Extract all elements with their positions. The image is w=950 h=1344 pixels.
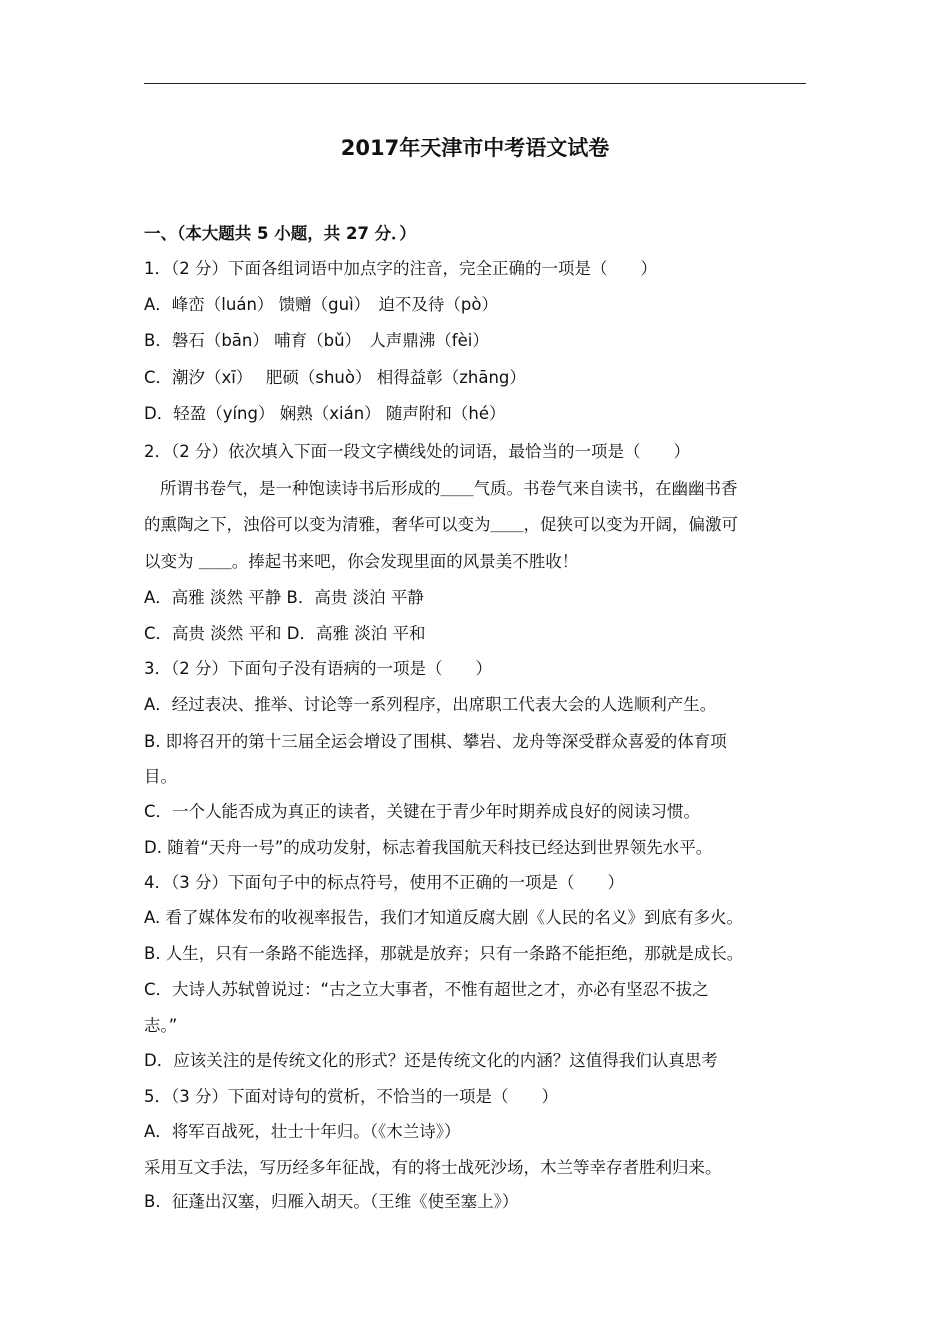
question-2-stem: 2．（2 分）依次填入下面一段文字横线处的词语，最恰当的一项是（ ） bbox=[144, 442, 690, 461]
page-title: 2017年天津市中考语文试卷 bbox=[340, 136, 610, 160]
question-2-passage-line-2: 的熏陶之下，浊俗可以变为清雅，奢华可以变为＿＿，促狭可以变为开阔，偏激可 bbox=[144, 515, 738, 534]
question-3-option-b: B. 即将召开的第十三届全运会增设了围棋、攀岩、龙舟等深受群众喜爱的体育项 bbox=[144, 732, 727, 751]
question-4-option-c-cont: 志。” bbox=[144, 1016, 178, 1035]
question-1-option-c: C．潮汐（xī） 肥硕（shuò） 相得益彰（zhāng） bbox=[144, 368, 526, 387]
question-1-stem: 1．（2 分）下面各组词语中加点字的注音，完全正确的一项是（ ） bbox=[144, 259, 657, 278]
question-5-option-b: B．征蓬出汉塞，归雁入胡天。（王维《使至塞上》） bbox=[144, 1192, 519, 1211]
question-4-option-a: A. 看了媒体发布的收视率报告，我们才知道反腐大剧《人民的名义》到底有多火。 bbox=[144, 908, 743, 927]
question-5-stem: 5．（3 分）下面对诗句的赏析，不恰当的一项是（ ） bbox=[144, 1087, 558, 1106]
question-2-passage-line-3: 以变为 ＿＿。捧起书来吧，你会发现里面的风景美不胜收！ bbox=[144, 552, 579, 571]
question-5-option-a: A．将军百战死，壮士十年归。（《木兰诗》） bbox=[144, 1122, 461, 1141]
question-3-option-b-cont: 目。 bbox=[144, 767, 177, 786]
question-4-stem: 4．（3 分）下面句子中的标点符号，使用不正确的一项是（ ） bbox=[144, 873, 624, 892]
question-1-option-d: D．轻盈（yíng） 娴熟（xián） 随声附和（hé） bbox=[144, 404, 506, 423]
question-3-option-c: C．一个人能否成为真正的读者，关键在于青少年时期养成良好的阅读习惯。 bbox=[144, 802, 701, 821]
header-rule bbox=[144, 83, 806, 84]
question-3-stem: 3．（2 分）下面句子没有语病的一项是（ ） bbox=[144, 659, 492, 678]
question-5-option-a-analysis: 采用互文手法，写历经多年征战，有的将士战死沙场，木兰等幸存者胜利归来。 bbox=[144, 1158, 722, 1177]
question-2-passage-line-1: 所谓书卷气，是一种饱读诗书后形成的＿＿气质。书卷气来自读书，在幽幽书香 bbox=[160, 479, 738, 498]
section-heading: 一、（本大题共 5 小题，共 27 分．） bbox=[144, 224, 416, 243]
question-4-option-d: D．应该关注的是传统文化的形式？还是传统文化的内涵？这值得我们认真思考 bbox=[144, 1051, 718, 1070]
question-1-option-b: B．磐石（bān） 哺育（bǔ） 人声鼎沸（fèi） bbox=[144, 331, 489, 350]
question-2-options-ab: A．高雅 淡然 平静 B．高贵 淡泊 平静 bbox=[144, 588, 424, 607]
question-4-option-c: C．大诗人苏轼曾说过：“古之立大事者，不惟有超世之才，亦必有坚忍不拔之 bbox=[144, 980, 709, 999]
question-1-option-a: A．峰峦（luán） 馈赠（guì） 迫不及待（pò） bbox=[144, 295, 498, 314]
question-4-option-b: B. 人生，只有一条路不能选择，那就是放弃；只有一条路不能拒绝，那就是成长。 bbox=[144, 944, 744, 963]
question-2-options-cd: C．高贵 淡然 平和 D．高雅 淡泊 平和 bbox=[144, 624, 426, 643]
question-3-option-d: D. 随着“天舟一号”的成功发射，标志着我国航天科技已经达到世界领先水平。 bbox=[144, 838, 713, 857]
question-3-option-a: A．经过表决、推举、讨论等一系列程序，出席职工代表大会的人选顺利产生。 bbox=[144, 695, 717, 714]
